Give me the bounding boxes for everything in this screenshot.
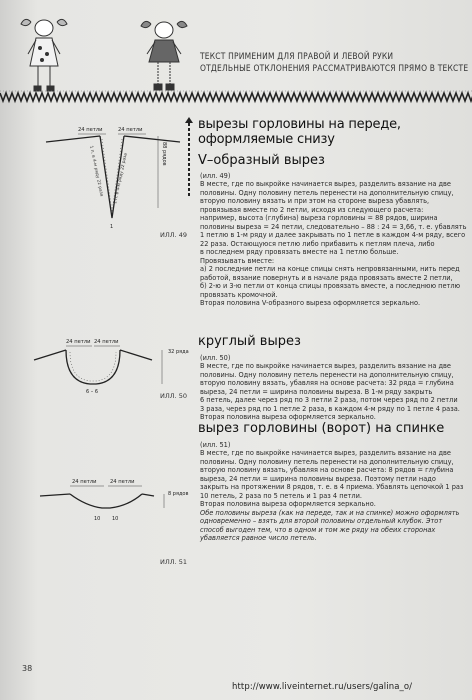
- text-line: Провязывать вместе:: [200, 256, 275, 265]
- text-line: В месте, где по выкройке начинается вырез, разделить вязание на две: [200, 180, 451, 188]
- back-neck-title: вырез горловины (ворот) на спинке: [198, 421, 445, 436]
- text-line: В месте, где по выкройке начинается вырез, разделить вязание на две: [200, 362, 451, 370]
- text-line: а) 2 последние петли на конце спицы снять непровязанными, нить перед: [200, 265, 460, 273]
- v-neck-text: [200, 180, 466, 308]
- v-fig-bottom: 1: [110, 224, 114, 230]
- text-line: вторую половину вязать, убавляя на основе расчета: 8 рядов = глубина: [200, 466, 454, 474]
- text-line: половины. Одну половину петель перенести на дополнительную спицу,: [200, 370, 454, 379]
- ill-49-label: ИЛЛ. 49: [160, 231, 188, 239]
- v-neck-ref: (илл. 49): [200, 172, 231, 180]
- text-line: закрыть на протяжении 8 рядов, т. е. в 4 приема. Убавлять цепочкой 1 раз: [200, 483, 464, 491]
- v-fig-right-slope: 1 п. в 4-м ряду 22 раза: [113, 152, 129, 205]
- page-number: 38: [22, 664, 33, 673]
- text-line: половины. Одну половину петель перенести на дополнительную спицу,: [200, 188, 454, 197]
- text-line: 3 раза, через ряд по 1 петле 2 раза, в каждом 4-м ряду по 1 петле 4 раза.: [200, 404, 460, 413]
- ill-51-label: ИЛЛ. 51: [160, 558, 188, 566]
- back-neck-ref: (илл. 51): [200, 441, 231, 449]
- r-fig-top-right: 24 петли: [94, 339, 119, 345]
- text-line: например, высота (глубина) выреза горловины = 88 рядов, ширина: [200, 214, 438, 222]
- page-header: [200, 50, 472, 74]
- text-line: половины выреза = 24 петли, следовательно – 88 : 24 = 3,66, т. е. убавлять: [200, 222, 467, 231]
- back-neck-diagram: [36, 476, 196, 526]
- round-neck-diagram: [30, 338, 195, 398]
- b-fig-side-label: 8 рядов: [168, 491, 189, 497]
- b-fig-bottom-right: 10: [112, 516, 119, 522]
- b-fig-bottom-left: 10: [94, 516, 101, 522]
- v-fig-top-right: 24 петли: [118, 127, 143, 133]
- back-neck-text: [200, 449, 463, 543]
- v-fig-top-left: 24 петли: [78, 127, 103, 133]
- text-line: вторую половину вязать, убавляя на основе расчета: 32 ряда = глубина: [200, 379, 454, 387]
- text-line: 22 раза. Остающуюся петлю либо прибавить к петлям плеча, либо: [200, 239, 435, 248]
- r-fig-top-left: 24 петли: [66, 339, 91, 345]
- footer-url[interactable]: http://www.liveinternet.ru/users/galina_o/: [232, 682, 413, 692]
- header-line-2: ОТДЕЛЬНЫЕ ОТКЛОНЕНИЯ РАССМАТРИВАЮТСЯ ПРЯМО В ТЕКСТЕ: [200, 63, 469, 73]
- v-neck-diagram: [40, 122, 190, 240]
- text-line: провязывая вместе по 2 петли, исходя из следующего расчета:: [200, 205, 424, 214]
- text-line: одновременно – взять для второй половины отдельный клубок. Этот: [200, 517, 443, 525]
- text-line: В месте, где по выкройке начинается вырез, разделить вязание на две: [200, 449, 451, 457]
- girl-figure-left: [21, 19, 67, 91]
- text-line: 1 петлю в 1-м ряду и далее закрывать по 1 петле в каждом 4-м ряду, всего: [200, 231, 466, 239]
- text-line: 10 петель, 2 раза по 5 петель и 1 раз 4 петли.: [200, 491, 362, 500]
- b-fig-top-right: 24 петли: [110, 479, 135, 485]
- text-line: в последнем ряду провязать вместе на 1 петлю больше.: [200, 248, 399, 256]
- text-line: работой, вязание повернуть и в начале ряда провязать вместе 2 петли,: [200, 273, 453, 282]
- text-line: вторую половину вязать и при этом на стороне выреза убавлять,: [200, 197, 430, 205]
- text-line: выреза, 24 петли = ширина половины выреза. В 1-м ряду закрыть: [200, 387, 433, 396]
- round-neck-ref: (илл. 50): [200, 354, 231, 362]
- text-line: 6 петель, далее через ряд по 3 петли 2 раза, потом через ряд по 2 петли: [200, 396, 458, 404]
- text-line: Вторая половина V-образного выреза оформляется зеркально.: [200, 299, 421, 307]
- text-line: выреза, 24 петли = ширина половины выреза. Поэтому петли надо: [200, 474, 436, 483]
- header-line-1: ТЕКСТ ПРИМЕНИМ ДЛЯ ПРАВОЙ И ЛЕВОЙ РУКИ: [200, 51, 394, 61]
- zigzag-divider: [0, 90, 472, 104]
- text-line: Вторая половина выреза оформляется зеркально.: [200, 413, 376, 421]
- r-fig-side-label: 32 ряда: [168, 349, 189, 355]
- ill-50-label: ИЛЛ. 50: [160, 392, 188, 400]
- v-neck-title: V–образный вырез: [198, 153, 325, 168]
- round-neck-text: [200, 362, 460, 422]
- text-line: способ выгоден тем, что в одном и том же ряду на обеих сторонах: [200, 525, 436, 534]
- text-line: половины. Одну половину петель перенести на дополнительную спицу,: [200, 457, 454, 466]
- children-illustration: [14, 8, 194, 98]
- section-title-line-1: вырезы горловины на переде,: [198, 117, 401, 132]
- v-fig-side-label: 88 рядов: [161, 142, 167, 166]
- text-line: убавляется равное число петель.: [200, 534, 317, 542]
- text-line: Вторая половина выреза оформляется зеркально.: [200, 500, 376, 508]
- round-neck-title: круглый вырез: [198, 334, 301, 349]
- b-fig-top-left: 24 петли: [72, 479, 97, 485]
- text-line: б) 2-ю и 3-ю петли от конца спицы провязать вместе, а последнюю петлю: [200, 282, 461, 290]
- girl-figure-right: [141, 21, 187, 90]
- v-fig-left-slope: 1 п. в 4-м ряду 22 раза: [88, 145, 104, 198]
- text-line: провязать кромочной.: [200, 290, 278, 299]
- section-title-line-2: оформляемые снизу: [198, 132, 335, 147]
- r-fig-bottom: 6 – 6: [86, 389, 99, 395]
- text-line: Обе половины выреза (как на переде, так и на спинке) можно оформлять: [200, 508, 460, 517]
